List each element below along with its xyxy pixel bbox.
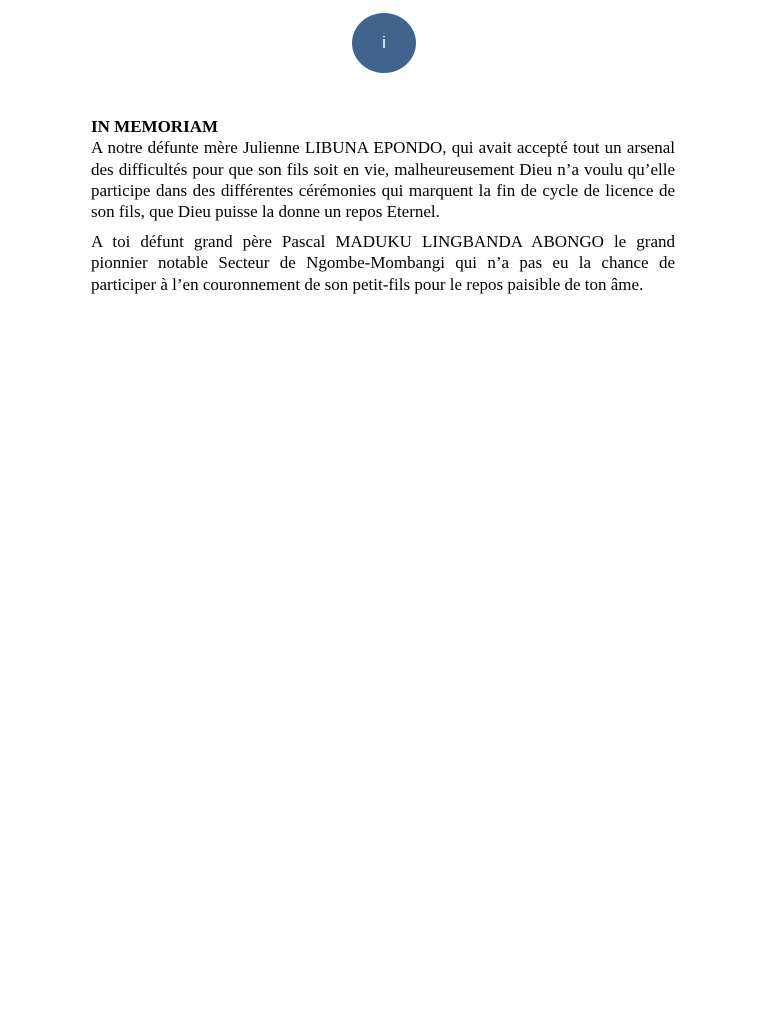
section-heading: IN MEMORIAM xyxy=(91,117,219,136)
page-number-badge: i xyxy=(352,13,416,73)
paragraph-grandfather: A toi défunt grand père Pascal MADUKU LINGBANDA ABONGO le grand pionnier notable Secteur de Ngombe-Mombangi qui n’a pas eu la chance de participer à l’en couronnement de son petit-fils pour le repos paisible de ton âme. xyxy=(91,231,675,294)
memoriam-section xyxy=(91,116,675,303)
paragraph-mother: A notre défunte mère Julienne LIBUNA EPONDO, qui avait accepté tout un arsenal des difficultés pour que son fils soit en vie, malheureusement Dieu n’a voulu qu’elle participe dans des différentes cérémonies qui marquent la fin de cycle de licence de son fils, que Dieu puisse la donne un repos Eternel. xyxy=(91,138,675,222)
